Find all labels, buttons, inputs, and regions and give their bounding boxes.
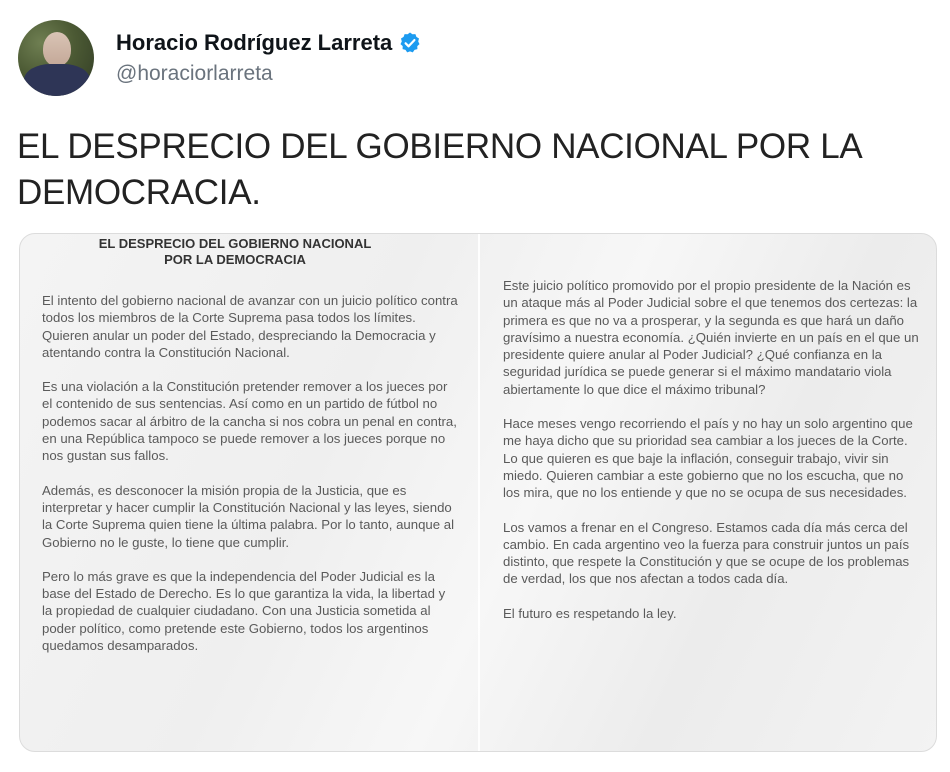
paragraph: Este juicio político promovido por el propio presidente de la Nación es un ataque más al Poder Judicial sobre el que tenemos dos certezas: la primera es que no va a prosperar, y la segunda es que hará un daño gravísimo a nuestra economía. ¿Quién invierte en un país en el que un presidente quiere anular al Poder Judicial? ¿Qué confianza en la seguridad jurídica se puede generar si el máximo mandatario viola abiertamente lo que dice el máximo tribunal? [503, 278, 919, 397]
paragraph: Es una violación a la Constitución pretender remover a los jueces por el contenido de sus sentencias. Así como en un partido de fútbol no podemos sacar al árbitro de la cancha si nos cobra un penal en contra, en una República tampoco se puede remover a los jueces porque no nos gustan sus fallos. [42, 379, 457, 464]
author-display-name[interactable]: Horacio Rodríguez Larreta [116, 30, 393, 55]
image-title [42, 236, 458, 268]
image-right-column [479, 234, 937, 751]
image-left-column [20, 234, 478, 751]
avatar[interactable] [18, 20, 94, 96]
tweet-text: EL DESPRECIO DEL GOBIERNO NACIONAL POR LA DEMOCRACIA. [17, 127, 861, 212]
paragraph: El intento del gobierno nacional de avanzar con un juicio político contra todos los miembros de la Corte Suprema pasa todos los límites. Quieren anular un poder del Estado, despreciando la Democracia y atentando contra la Constitución Nacional. [42, 293, 458, 360]
paragraph: Pero lo más grave es que la independencia del Poder Judicial es la base del Estado de Derecho. Es lo que garantiza la vida, la libertad y la propiedad de cualquier ciudadano. Con una Justicia sometida al poder político, como pretende este Gobierno, todos los argentinos quedamos desamparados. [42, 568, 446, 654]
author-handle[interactable]: @horaciorlarreta [116, 62, 273, 85]
paragraph: Los vamos a frenar en el Congreso. Estamos cada día más cerca del cambio. En cada argentino veo la fuerza para construir juntos un país distinto, que respete la Constitución y que se ocupe de los problemas de verdad, los que nos afectan a todos cada día. [503, 519, 910, 587]
avatar-body [24, 64, 90, 96]
image-title-line-2: POR LA DEMOCRACIA [164, 252, 306, 267]
attached-image[interactable] [19, 233, 937, 752]
image-title-line-1: EL DESPRECIO DEL GOBIERNO NACIONAL [98, 236, 372, 251]
avatar-head [43, 32, 71, 66]
author-info [116, 30, 422, 86]
tweet-header [18, 20, 422, 96]
paragraph: El futuro es respetando la ley. [503, 605, 677, 621]
paragraph: Hace meses vengo recorriendo el país y no hay un solo argentino que me haya dicho que su prioridad sea cambiar a los jueces de la Corte. Lo que quieren es que baje la inflación, conseguir trabajo, vivir sin miedo. Quieren cambiar a este gobierno que no los escucha, que no los mira, que no los entiende y que no se ocupa de sus necesidades. [503, 416, 913, 501]
paragraph: Además, es desconocer la misión propia de la Justicia, que es interpretar y hacer cumplir la Constitución Nacional y las leyes, siendo la Corte Suprema quien tiene la última palabra. Por lo tanto, aunque al Gobierno no le guste, lo tiene que cumplir. [42, 482, 454, 550]
verified-badge-icon[interactable] [398, 31, 422, 55]
name-row [116, 30, 422, 56]
